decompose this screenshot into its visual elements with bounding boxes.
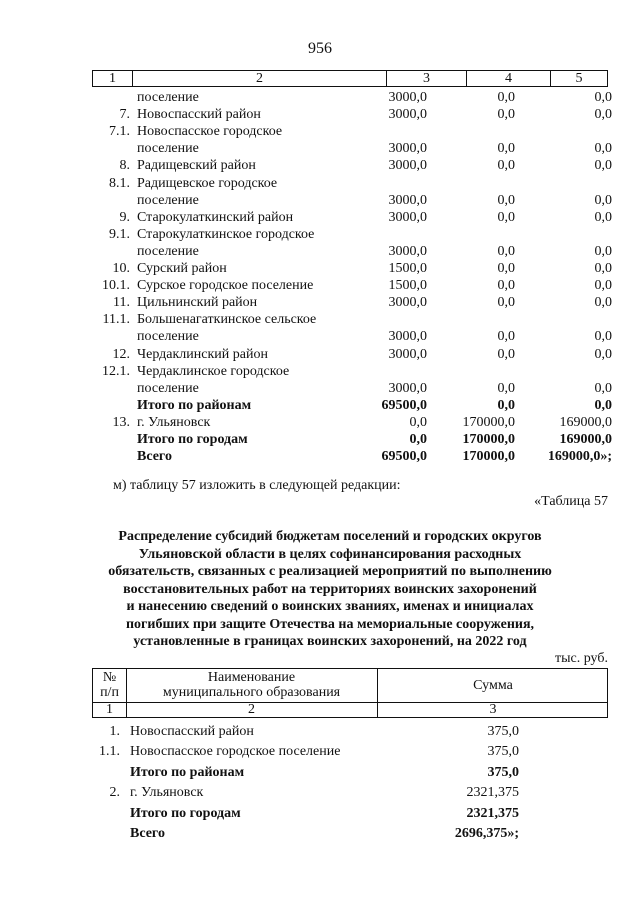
row-value-2021: 69500,0 — [381, 449, 427, 465]
header-col1: 1 — [106, 702, 113, 717]
row-number: 12.1. — [102, 363, 130, 379]
row-number: 9. — [119, 209, 130, 225]
row-name: Итого по городам — [137, 432, 248, 447]
unit-label: тыс. руб. — [555, 651, 608, 666]
table2-header — [92, 668, 608, 718]
row-name: поселение — [137, 90, 199, 105]
row-number: 11.1. — [102, 312, 130, 328]
row-value-2021: 69500,0 — [381, 397, 427, 413]
table-caption-label: «Таблица 57 — [534, 494, 608, 509]
row-value-2021: 3000,0 — [388, 141, 427, 157]
row-number: 8.1. — [109, 175, 130, 191]
row-value-2023: 0,0 — [594, 397, 612, 413]
row-value-2022: 0,0 — [497, 346, 515, 362]
table-row — [92, 431, 612, 448]
row-value-2021: 0,0 — [409, 414, 427, 430]
table1-header-col2: 2 — [133, 71, 387, 86]
row-name: Итого по городам — [130, 805, 241, 821]
table-row — [92, 414, 612, 431]
row-value-2021: 3000,0 — [388, 192, 427, 208]
row-name: поселение — [137, 192, 199, 208]
table-row — [92, 311, 612, 328]
row-number: 8. — [119, 158, 130, 174]
table-row — [92, 824, 562, 844]
table-row — [92, 106, 612, 123]
table-row — [92, 294, 612, 311]
table-row — [92, 157, 612, 174]
row-sum: 2696,375»; — [454, 826, 519, 841]
row-number: 11. — [113, 295, 130, 311]
row-sum: 375,0 — [487, 724, 519, 739]
row-number: 7.1. — [109, 124, 130, 140]
table-row — [92, 742, 562, 762]
row-name: поселение — [137, 380, 199, 396]
row-value-2023: 0,0 — [594, 295, 612, 311]
row-value-2023: 0,0 — [594, 209, 612, 225]
row-name: Сурское городское поселение — [137, 278, 314, 294]
row-value-2021: 3000,0 — [388, 346, 427, 362]
table-row — [92, 804, 562, 824]
row-number: 10. — [112, 261, 130, 276]
header-col2: 2 — [248, 702, 255, 717]
row-name: Новоспасское городское поселение — [130, 744, 341, 760]
row-value-2022: 170000,0 — [462, 432, 515, 447]
row-name: Всего — [130, 826, 165, 841]
table-row — [92, 380, 612, 397]
row-value-2023: 0,0 — [594, 278, 612, 294]
table-row — [92, 722, 562, 742]
row-name: Радищевское городское — [137, 175, 278, 191]
table1-header-col1: 1 — [93, 71, 133, 86]
table-row — [92, 783, 562, 803]
row-value-2023: 0,0 — [594, 380, 612, 396]
row-value-2023: 0,0 — [594, 90, 612, 105]
row-name: поселение — [137, 243, 199, 259]
table-row — [92, 140, 612, 157]
row-value-2022: 0,0 — [497, 209, 515, 225]
row-number: 1. — [109, 724, 120, 739]
row-name: Новоспасский район — [130, 724, 254, 739]
row-name: Старокулаткинское городское — [137, 226, 315, 242]
header-name-line2: муниципального образования — [162, 685, 341, 700]
amendment-note: м) таблицу 57 изложить в следующей редакции: — [113, 478, 401, 493]
row-sum: 2321,375 — [466, 805, 519, 821]
row-value-2022: 0,0 — [497, 192, 515, 208]
row-value-2021: 3000,0 — [388, 209, 427, 225]
title-line: и нанесению сведений о воинских званиях, именах и инициалах — [126, 599, 534, 614]
row-name: г. Ульяновск — [130, 785, 204, 801]
row-value-2022: 0,0 — [497, 90, 515, 105]
row-name: Новоспасское городское — [137, 124, 283, 140]
table-row — [92, 346, 612, 363]
row-value-2022: 0,0 — [497, 158, 515, 174]
table1-header — [92, 70, 608, 87]
header-col3: 3 — [489, 702, 497, 717]
table-row — [92, 209, 612, 226]
row-name: Старокулаткинский район — [137, 209, 294, 225]
table-row — [92, 260, 612, 277]
title-line: установленные в границах воинских захоронений, на 2022 год — [133, 634, 527, 649]
row-value-2021: 3000,0 — [388, 243, 427, 259]
title-line: погибших при защите Отечества на мемориальные сооружения, — [125, 616, 535, 632]
title-line: восстановительных работ на территориях воинских захоронений — [123, 581, 537, 597]
row-value-2022: 0,0 — [497, 397, 515, 413]
row-value-2023: 0,0 — [594, 107, 612, 123]
row-value-2022: 0,0 — [497, 243, 515, 259]
row-number: 12. — [112, 346, 130, 362]
row-value-2022: 0,0 — [497, 380, 515, 396]
table-row — [92, 363, 612, 380]
row-name: поселение — [137, 141, 199, 157]
row-value-2022: 0,0 — [497, 107, 515, 123]
table-row — [92, 192, 612, 209]
row-name: Большенагаткинское сельское — [137, 312, 317, 328]
row-value-2023: 169000,0»; — [547, 449, 612, 465]
header-name-line1: Наименование — [207, 670, 296, 685]
row-value-2023: 169000,0 — [559, 432, 612, 447]
row-sum: 2321,375 — [466, 785, 519, 801]
row-number: 9.1. — [109, 226, 130, 242]
header-sum: Сумма — [473, 678, 513, 693]
row-number: 2. — [109, 785, 120, 801]
row-value-2021: 3000,0 — [388, 380, 427, 396]
row-name: Чердаклинское городское — [137, 363, 290, 379]
row-name: поселение — [137, 329, 199, 345]
row-sum: 375,0 — [487, 764, 519, 780]
row-value-2023: 0,0 — [594, 192, 612, 208]
page-number: 956 — [308, 40, 332, 57]
header-num-line1: № — [102, 670, 117, 685]
row-value-2021: 3000,0 — [388, 107, 427, 123]
row-value-2022: 170000,0 — [462, 414, 515, 430]
row-value-2022: 0,0 — [497, 329, 515, 345]
table-row — [92, 277, 612, 294]
table-row — [92, 123, 612, 140]
table-row — [92, 397, 612, 414]
row-name: Сурский район — [137, 261, 227, 276]
title-line: Распределение субсидий бюджетам поселений и городских округов — [118, 529, 542, 544]
row-value-2023: 0,0 — [594, 158, 612, 174]
row-value-2021: 0,0 — [409, 432, 427, 447]
row-value-2021: 3000,0 — [388, 158, 427, 174]
table-row — [92, 243, 612, 260]
row-value-2023: 0,0 — [594, 261, 612, 276]
header-num-line2: п/п — [100, 685, 119, 700]
row-value-2021: 1500,0 — [388, 278, 427, 294]
row-value-2021: 3000,0 — [388, 295, 427, 311]
row-name: Всего — [137, 449, 172, 465]
table1-header-col5: 5 — [575, 71, 583, 86]
row-number: 13. — [112, 414, 130, 430]
title-line: Ульяновской области в целях софинансирования расходных — [138, 546, 522, 562]
row-value-2021: 3000,0 — [388, 90, 427, 105]
table-row — [92, 226, 612, 243]
row-sum: 375,0 — [487, 744, 519, 760]
row-name: Новоспасский район — [137, 107, 261, 123]
row-name: Радищевский район — [137, 158, 256, 174]
row-value-2023: 0,0 — [594, 243, 612, 259]
row-value-2023: 169000,0 — [559, 414, 612, 430]
row-name: Итого по районам — [137, 397, 252, 413]
row-value-2021: 3000,0 — [388, 329, 427, 345]
row-value-2022: 0,0 — [497, 141, 515, 157]
table1-header-col4: 4 — [467, 71, 551, 86]
row-name: Чердаклинский район — [137, 346, 268, 362]
row-value-2023: 0,0 — [594, 141, 612, 157]
row-value-2022: 0,0 — [497, 278, 515, 294]
row-name: Итого по районам — [130, 764, 245, 780]
table-row — [92, 89, 612, 106]
table1-header-col3: 3 — [387, 71, 467, 86]
table-row — [92, 448, 612, 465]
row-value-2022: 0,0 — [497, 295, 515, 311]
table-row — [92, 175, 612, 192]
row-value-2022: 0,0 — [497, 261, 515, 276]
table-row — [92, 328, 612, 345]
row-value-2022: 170000,0 — [462, 449, 515, 465]
row-name: г. Ульяновск — [137, 414, 211, 430]
row-name: Цильнинский район — [137, 295, 258, 311]
row-number: 10.1. — [102, 278, 130, 294]
table-title — [80, 528, 580, 651]
table-row — [92, 763, 562, 783]
title-line: обязательств, связанных с реализацией мероприятий по выполнению — [108, 564, 552, 579]
row-number: 7. — [119, 107, 130, 123]
row-value-2023: 0,0 — [594, 329, 612, 345]
row-number: 1.1. — [99, 744, 120, 760]
row-value-2021: 1500,0 — [388, 261, 427, 276]
row-value-2023: 0,0 — [594, 346, 612, 362]
